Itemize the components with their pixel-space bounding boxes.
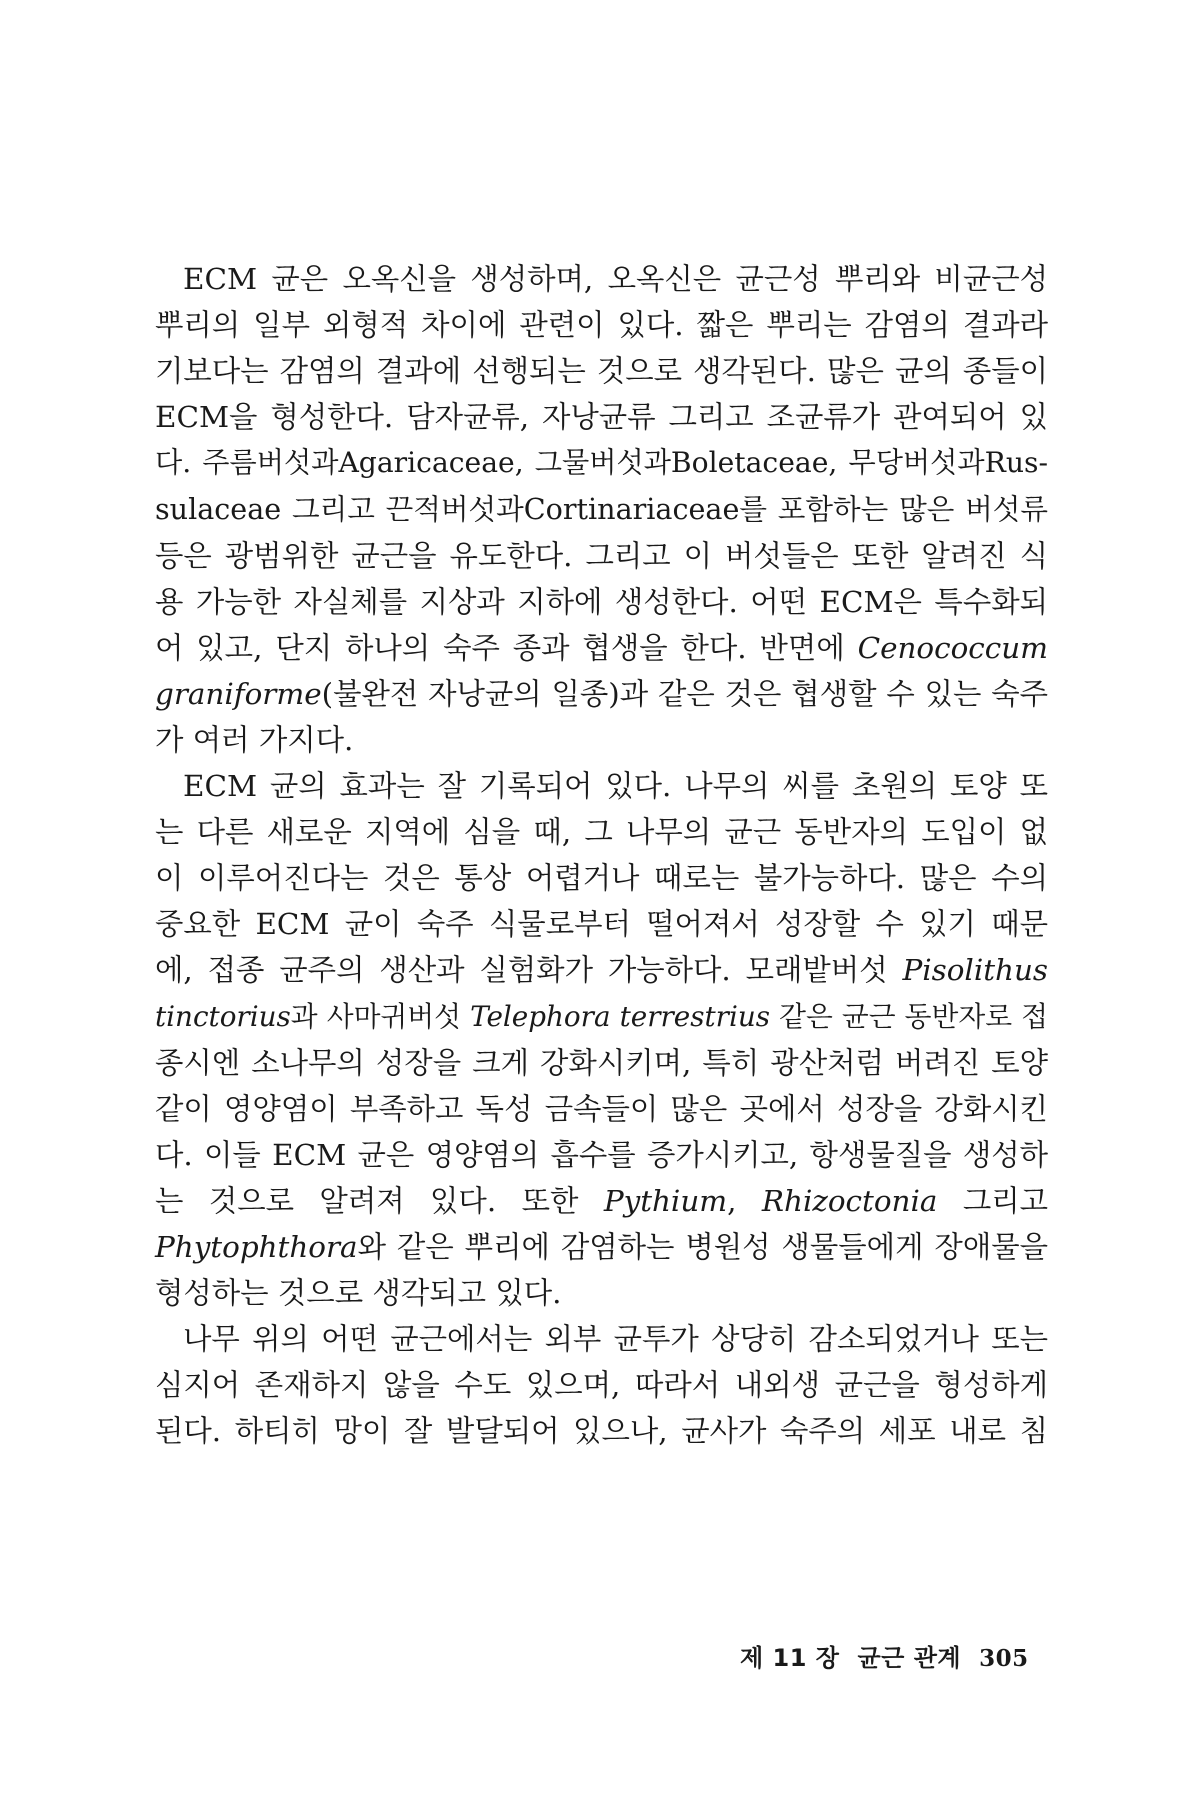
text-line: 기보다는 감염의 결과에 선행되는 것으로 생각된다. 많은 균의 종들이 [155,354,1048,389]
text-line: 뿌리의 일부 외형적 차이에 관련이 있다. 짧은 뿌리는 감염의 결과라 [155,308,1048,343]
text-line: graniforme(불완전 자낭균의 일종)과 같은 것은 협생할 수 있는 숙주 [155,676,1048,711]
chapter-title: 균근 관계 [857,1644,962,1672]
text-line: 다. 이들 ECM 균은 영양염의 흡수를 증가시키고, 항생물질을 생성하 [155,1137,1048,1172]
paragraph-2 [155,763,1048,1316]
text-line: 이 이루어진다는 것은 통상 어렵거나 때로는 불가능하다. 많은 수의 [155,861,1048,896]
text-line: 등은 광범위한 균근을 유도한다. 그리고 이 버섯들은 또한 알려진 식 [155,538,1048,573]
text-line: ECM을 형성한다. 담자균류, 자낭균류 그리고 조균류가 관여되어 있 [155,400,1048,435]
text-line: tinctorius과 사마귀버섯 Telephora terrestrius 같은 균근 동반자로 접 [155,999,1048,1033]
chapter-label: 제 11 장 [740,1644,840,1672]
text-line: 같이 영양염이 부족하고 독성 금속들이 많은 곳에서 성장을 강화시킨 [155,1091,1048,1126]
text-line: 중요한 ECM 균이 숙주 식물로부터 떨어져서 성장할 수 있기 때문 [155,907,1048,942]
text-line: 는 다른 새로운 지역에 심을 때, 그 나무의 균근 동반자의 도입이 없 [155,815,1048,850]
text-line: Phytophthora와 같은 뿌리에 감염하는 병원성 생물들에게 장애물을 [155,1229,1048,1264]
text-line: 심지어 존재하지 않을 수도 있으며, 따라서 내외생 균근을 형성하게 [155,1368,1048,1403]
text-line: 어 있고, 단지 하나의 숙주 종과 협생을 한다. 반면에 Cenococcum [155,630,1048,665]
text-line: 다. 주름버섯과Agaricaceae, 그물버섯과Boletaceae, 무당버섯과Rus- [155,446,1048,480]
text-line: 나무 위의 어떤 균근에서는 외부 균투가 상당히 감소되었거나 또는 [183,1322,1048,1357]
text-line: 가 여러 가지다. [155,722,354,757]
text-line: 종시엔 소나무의 성장을 크게 강화시키며, 특히 광산처럼 버려진 토양 [155,1045,1048,1080]
text-line: 용 가능한 자실체를 지상과 지하에 생성한다. 어떤 ECM은 특수화되 [155,584,1048,619]
text-line: sulaceae 그리고 끈적버섯과Cortinariaceae를 포함하는 많은 버섯류 [155,492,1048,527]
body-text [155,256,1048,1454]
paragraph-3 [155,1316,1048,1454]
text-line: ECM 균의 효과는 잘 기록되어 있다. 나무의 씨를 초원의 토양 또 [183,769,1048,804]
text-line: ECM 균은 오옥신을 생성하며, 오옥신은 균근성 뿌리와 비균근성 [183,262,1048,296]
text-line: 된다. 하티히 망이 잘 발달되어 있으나, 균사가 숙주의 세포 내로 침 [155,1414,1048,1449]
running-footer [740,1638,1029,1673]
page-number: 305 [979,1645,1029,1672]
paragraph-1 [155,256,1048,763]
text-line: 에, 접종 균주의 생산과 실험화가 가능하다. 모래밭버섯 Pisolithus [155,953,1048,988]
text-line: 형성하는 것으로 생각되고 있다. [155,1276,562,1311]
text-line: 는 것으로 알려져 있다. 또한 Pythium, Rhizoctonia 그리고 [155,1183,1048,1218]
